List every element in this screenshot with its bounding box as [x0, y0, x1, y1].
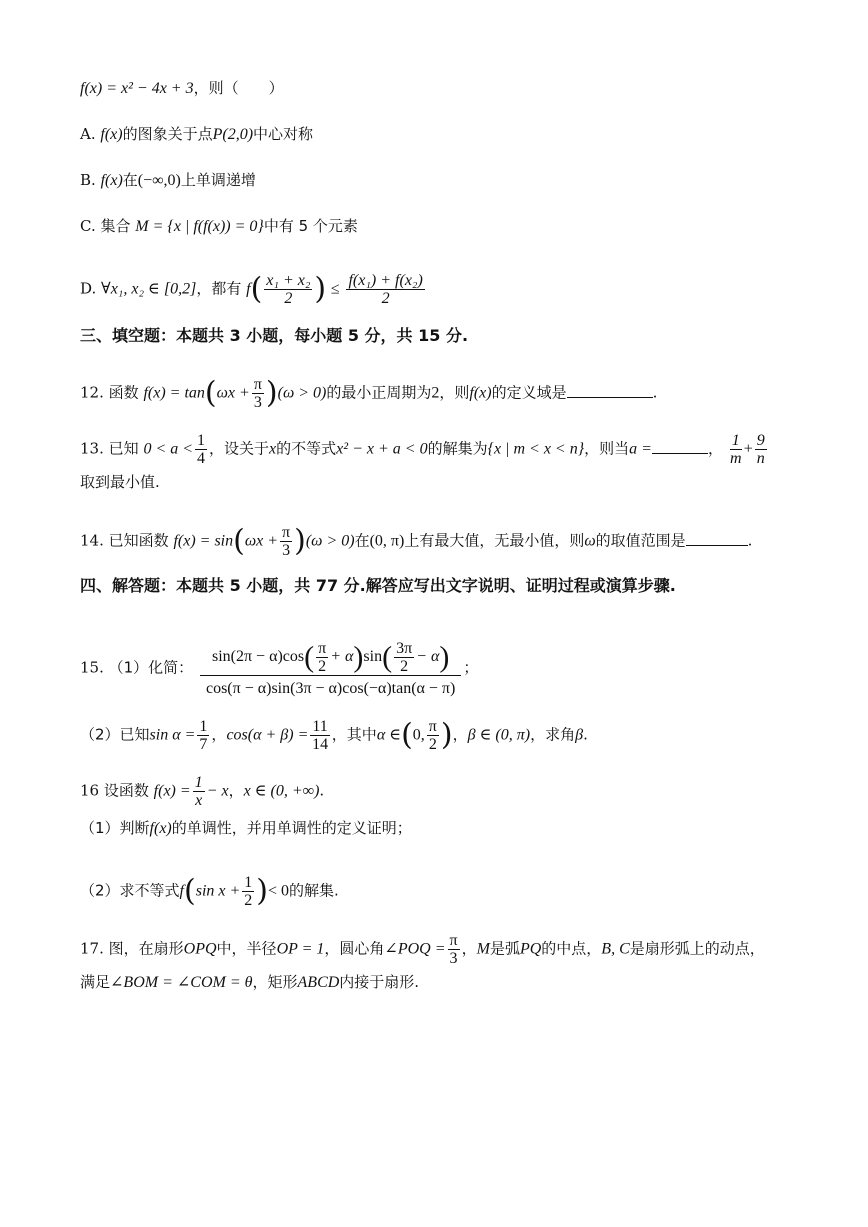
q15-frac-1-7: $\frac{1}{7}$ [199, 718, 208, 753]
q13-text4: 的解集为 [427, 439, 488, 458]
question-13 [80, 432, 769, 467]
option-d-label: D. [80, 279, 97, 298]
q13-text2: ，设关于 [209, 439, 270, 458]
q17-number: 17. [80, 939, 104, 958]
question-12: 12. 函数 f(x) = tan(ωx + $\frac{\pi}{3}$ )(ω > 0)的最小正周期为2，则f(x)的定义域是 . [80, 375, 658, 411]
q13-text3: 的不等式 [276, 439, 337, 458]
q17-text2: 中，半径 [216, 939, 277, 958]
option-a-label: A. [80, 125, 96, 143]
q15-alpha-in: α ∈ [376, 726, 402, 744]
option-c-set: M = {x | f(f(x)) = 0} [135, 218, 264, 235]
q13-x: x [269, 440, 277, 458]
q12-func2: f(x) [469, 384, 492, 402]
q16-end: . [319, 781, 325, 800]
q16-domain: x ∈ (0, +∞) [243, 782, 320, 800]
q15-number: 15. [80, 658, 104, 677]
q15-semicolon: ； [463, 658, 479, 677]
q12-pi-frac: $\frac{\pi}{3}$ [253, 376, 262, 411]
q13-number: 13. [80, 439, 104, 458]
option-d: D. ∀x₁, x₂ ∈ [0,2]，都有 f( $\frac{\text{x₁ + x₂}}{2}$ ) ≤ $\frac{\text{f(x₁) + f(x₂)}}{2}$ [80, 271, 423, 307]
q15-numer-b-tail: + α [330, 648, 354, 666]
q14-text2: 在 [354, 531, 370, 550]
q13-answer-blank[interactable] [652, 453, 708, 454]
q15-frac-11-14: $\frac{11}{14}$ [312, 718, 329, 753]
q15-text2: ，求角 [530, 725, 576, 744]
option-a-func: f(x) [100, 126, 123, 143]
option-b-interval: (−∞,0) [137, 172, 181, 189]
q17-frac-pi-3: $\frac{\pi}{3}$ [449, 932, 458, 967]
option-b-label: B. [80, 171, 96, 189]
option-d-le: ≤ [330, 280, 340, 298]
q14-number: 14. [80, 531, 104, 550]
q16-part2-text: 的解集. [289, 881, 339, 900]
option-d-text1: ，都有 [196, 279, 242, 298]
q17-radius: OP = 1 [276, 940, 325, 958]
q14-end: . [747, 531, 753, 550]
q17-l2-text1: 满足 [80, 973, 111, 991]
q15-comma: ， [211, 725, 227, 744]
q12-text3: ，则 [439, 383, 470, 402]
section-4-heading: 四、解答题：本题共 5 小题，共 77 分.解答应写出文字说明、证明过程或演算步骤. [80, 576, 676, 595]
q13-text6: ， [707, 439, 723, 458]
option-c [80, 216, 358, 237]
q15-cos-ab: cos(α + β) = [226, 726, 309, 744]
q17-text1: 图，在扇形 [108, 939, 184, 958]
q16-part2-lt: < 0 [268, 882, 290, 900]
q16-comma: ， [228, 781, 244, 800]
q13-inequality: x² − x + a < 0 [336, 440, 428, 458]
q17-angle: ∠POQ = [384, 940, 446, 958]
q17-bc: B, C [601, 940, 630, 958]
q17-text3: ，圆心角 [324, 939, 385, 958]
q17-l2-text2: ，矩形 [252, 973, 298, 991]
q15-alpha-int-left: 0, [412, 726, 425, 744]
q14-answer-blank[interactable] [686, 545, 748, 546]
q15-beta: β [575, 726, 584, 744]
q14-condition: (ω > 0) [305, 532, 355, 550]
q17-condition: ∠BOM = ∠COM = θ [110, 974, 253, 991]
q13-text1: 已知 [108, 439, 139, 458]
intro-tail: ，则（ ） [193, 79, 284, 97]
question-15-part1 [80, 640, 478, 697]
option-a-text1: 的图象关于点 [122, 125, 213, 143]
option-b [80, 170, 256, 191]
option-b-text1: 在 [122, 171, 138, 189]
q13-plus: + [743, 440, 753, 458]
q17-m: M [476, 940, 490, 958]
q16-frac-1-x: $\frac{1}{x}$ [194, 774, 203, 809]
option-d-quantifier: ∀x₁, x₂ ∈ [0,2] [101, 280, 197, 298]
q12-inner: ωx + [216, 384, 250, 402]
section-3-heading: 三、填空题：本题共 3 小题，每小题 5 分，共 15 分. [80, 326, 469, 345]
q15-text1: ，其中 [331, 725, 377, 744]
q16-minus-x: − x [206, 782, 229, 800]
q17-abcd: ABCD [297, 974, 340, 991]
q17-opq: OPQ [183, 940, 217, 958]
q14-pi-frac: $\frac{\pi}{3}$ [282, 524, 291, 559]
q12-func: f(x) = tan [143, 384, 205, 402]
option-d-lhs-f: f [246, 280, 251, 298]
q13-text5: ，则当 [584, 439, 630, 458]
q14-func: f(x) = sin [173, 532, 234, 550]
q15-numer-a: sin(2π − α)cos [211, 648, 305, 666]
q12-answer-blank[interactable] [567, 397, 653, 398]
option-c-text2: 中有 5 个元素 [263, 217, 358, 235]
option-c-label: C. [80, 217, 96, 235]
q17-l2-text3: 内接于扇形. [339, 973, 420, 991]
q15-beta-in: β ∈ (0, π) [467, 726, 531, 744]
q12-number: 12. [80, 383, 104, 402]
option-a-point: P(2,0) [212, 126, 254, 143]
q16-func: f(x) = [153, 782, 191, 800]
question-17-line2 [80, 972, 419, 993]
q12-end: . [652, 383, 658, 402]
q13-a-eq: a = [629, 440, 652, 458]
q13-a-range: 0 < a < [143, 440, 194, 458]
q16-part2-f: f [179, 882, 184, 900]
function-definition: f(x) = x² − 4x + 3 [80, 80, 194, 97]
q17-pq: PQ [519, 940, 542, 958]
q14-text1: 已知函数 [108, 531, 169, 550]
question-14: 14. 已知函数 f(x) = sin(ωx + $\frac{\pi}{3}$ )(ω > 0)在(0, π)上有最大值，无最小值，则ω的取值范围是 . [80, 523, 753, 559]
q15-frac-pi-2: $\frac{\pi}{2}$ [428, 718, 437, 753]
q13-line2: 取到最小值. [80, 473, 160, 491]
q16-part1-label: （1）判断 [80, 819, 150, 837]
q16-part2-label: （2）求不等式 [80, 881, 180, 900]
q12-period: 2 [431, 384, 440, 402]
q14-text4: 的取值范围是 [595, 531, 686, 550]
q13-quarter-frac: $\frac{1}{4}$ [197, 432, 206, 467]
q17-text6: 的中点， [541, 939, 602, 958]
q17-text4: ， [461, 939, 477, 958]
option-b-text2: 上单调递增 [180, 171, 256, 189]
question-16-part1 [80, 818, 412, 839]
intro-line [80, 78, 284, 99]
q15-numer-c: sin [363, 648, 383, 666]
q12-text1: 函数 [108, 383, 139, 402]
q16-part2-frac: $\frac{1}{2}$ [244, 874, 253, 909]
q17-text7: 是扇形弧上的动点， [629, 939, 765, 958]
q14-interval: (0, π) [369, 532, 405, 550]
option-b-func: f(x) [100, 172, 123, 189]
q15-numer-c-tail: − α [416, 648, 440, 666]
question-15-part2: （2）已知sin α = $\frac{1}{7}$ ，cos(α + β) = $\frac{11}{14}$ ，其中α ∈(0, $\frac{\pi}{2}$ )，β ∈ (0, π)，求角β. [80, 717, 588, 753]
q12-text4: 的定义域是 [491, 383, 567, 402]
q13-frac-1m: $\frac{1}{m}$ [729, 432, 742, 467]
q15-part2-label: （2）已知 [80, 725, 150, 744]
q16-number: 16 [80, 781, 100, 800]
q15-big-fraction: sin(2π − α)cos( $\frac{\pi}{2}$ + α)sin( $\frac{3\pi}{2}$ − α) cos(π − α)sin(3π − α)cos(−α)tan(α − π) [200, 640, 461, 697]
q13-solution-set: {x | m < x < n} [487, 440, 585, 458]
q14-omega: ω [584, 532, 596, 550]
option-d-lhs-frac: $\frac{\text{x₁ + x₂}}{2}$ [266, 272, 311, 307]
q15-denominator: cos(π − α)sin(3π − α)cos(−α)tan(α − π) [205, 680, 456, 697]
q14-inner: ωx + [244, 532, 279, 550]
q16-part1-func: f(x) [149, 820, 172, 837]
q12-text2: 的最小正周期为 [326, 383, 432, 402]
question-16 [80, 774, 324, 809]
q15-part1-label: （1）化简： [108, 658, 194, 677]
q15-comma2: ， [452, 725, 468, 744]
q16-part2-inner: sin x + [195, 882, 241, 900]
q17-text5: 是弧 [489, 939, 520, 958]
q16-part1-text: 的单调性，并用单调性的定义证明； [171, 819, 412, 837]
q14-text3: 上有最大值，无最小值，则 [404, 531, 585, 550]
option-c-text1: 集合 [100, 217, 131, 235]
question-16-part2: （2）求不等式f(sin x + $\frac{1}{2}$ )< 0的解集. [80, 873, 339, 909]
option-a [80, 124, 313, 145]
question-17 [80, 932, 765, 967]
q15-end: . [583, 725, 588, 744]
q16-text1: 设函数 [103, 781, 149, 800]
option-d-rhs-frac: $\frac{\text{f(x₁) + f(x₂)}}{2}$ [348, 272, 423, 307]
q13-frac-9n: $\frac{9}{n}$ [756, 432, 765, 467]
option-a-text2: 中心对称 [253, 125, 314, 143]
q12-condition: (ω > 0) [277, 384, 327, 402]
q15-sin-alpha: sin α = [149, 726, 196, 744]
